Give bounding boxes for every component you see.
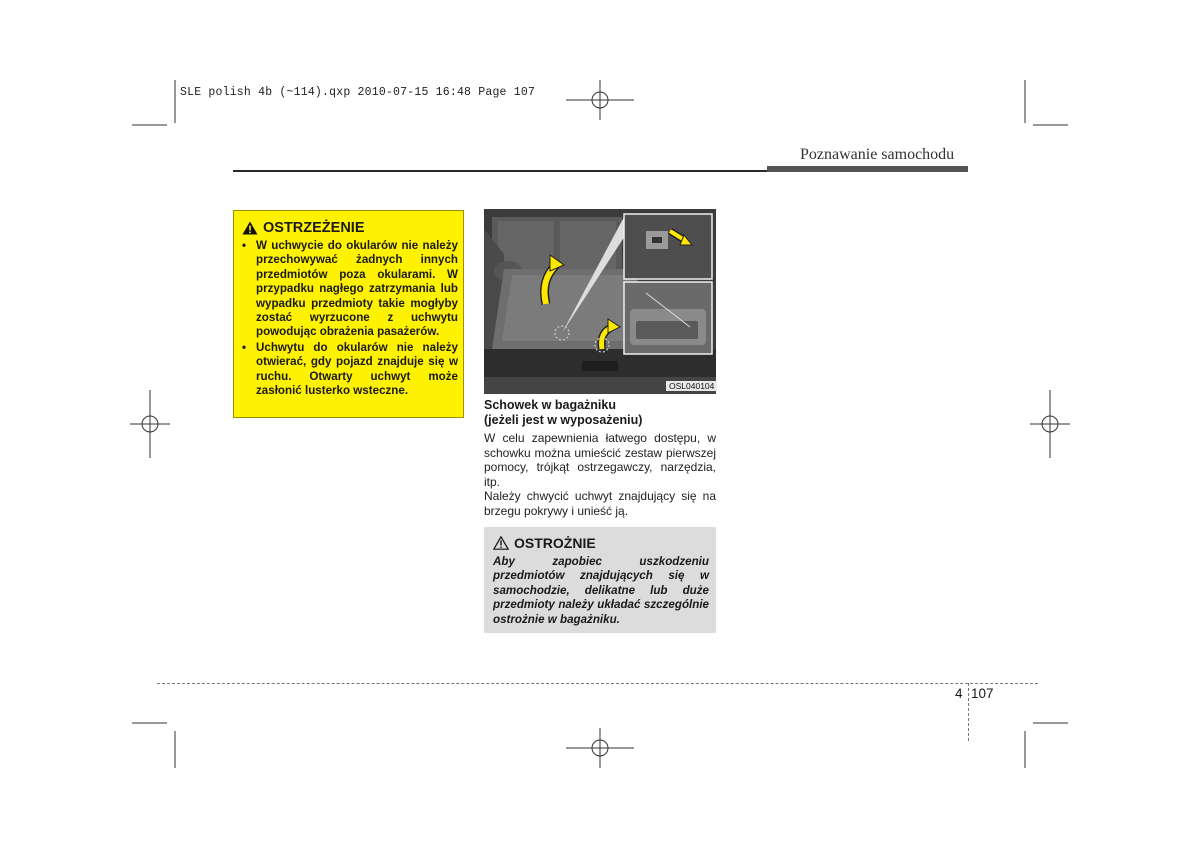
warning-triangle-icon [242,221,258,235]
warning-list [238,239,458,399]
section-paragraph: Należy chwycić uchwyt znajdujący się na brzegu pokrywy i unieść ją. [484,489,716,518]
luggage-storage-drawing [484,209,716,394]
footer-rule [157,683,1038,684]
page-number: 107 [971,686,994,701]
caution-title: OSTROŻNIE [514,535,596,551]
footer-divider [968,683,969,741]
warning-heading [242,220,365,236]
chapter-title: Poznawanie samochodu [800,146,955,163]
caution-box [484,527,716,633]
print-slug: SLE polish 4b (~114).qxp 2010-07-15 16:48 Page 107 [180,86,536,99]
section-number: 4 [955,686,963,701]
section-paragraph: W celu zapewnienia łatwego dostępu, w schowku można umieścić zestaw pierwszej pomocy, trójkąt ostrzegawczy, narzędzia, itp. [484,431,716,489]
warning-title: OSTRZEŻENIE [263,220,365,236]
figure-code: OSL040104 [666,381,717,391]
section-heading-line2: (jeżeli jest w wyposażeniu) [484,412,643,427]
caution-text: Aby zapobiec uszkodzeniu przedmiotów znajdujących się w samochodzie, delikatne lub duże przedmioty należy układać szczególnie ostrożnie w bagażniku. [493,555,709,626]
header-bar [767,166,968,172]
header-rule [233,170,767,172]
luggage-storage-illustration [484,209,716,394]
warning-item: • W uchwycie do okularów nie należy przechowywać żadnych innych przedmiotów poza okularami. W przypadku nagłego zatrzymania lub wypadku przedmioty takie mogłyby zostać wyrzucone z uchwytu powodując obrażenia pasażerów. [238,239,458,340]
caution-heading [493,535,596,551]
caution-triangle-icon [493,536,509,550]
section-heading [484,398,716,427]
warning-box [233,210,464,418]
warning-item: • Uchwytu do okularów nie należy otwierać, gdy pojazd znajduje się w ruchu. Otwarty uchwyt może zasłonić lusterko wsteczne. [238,341,458,399]
section-heading-line1: Schowek w bagażniku [484,398,616,412]
